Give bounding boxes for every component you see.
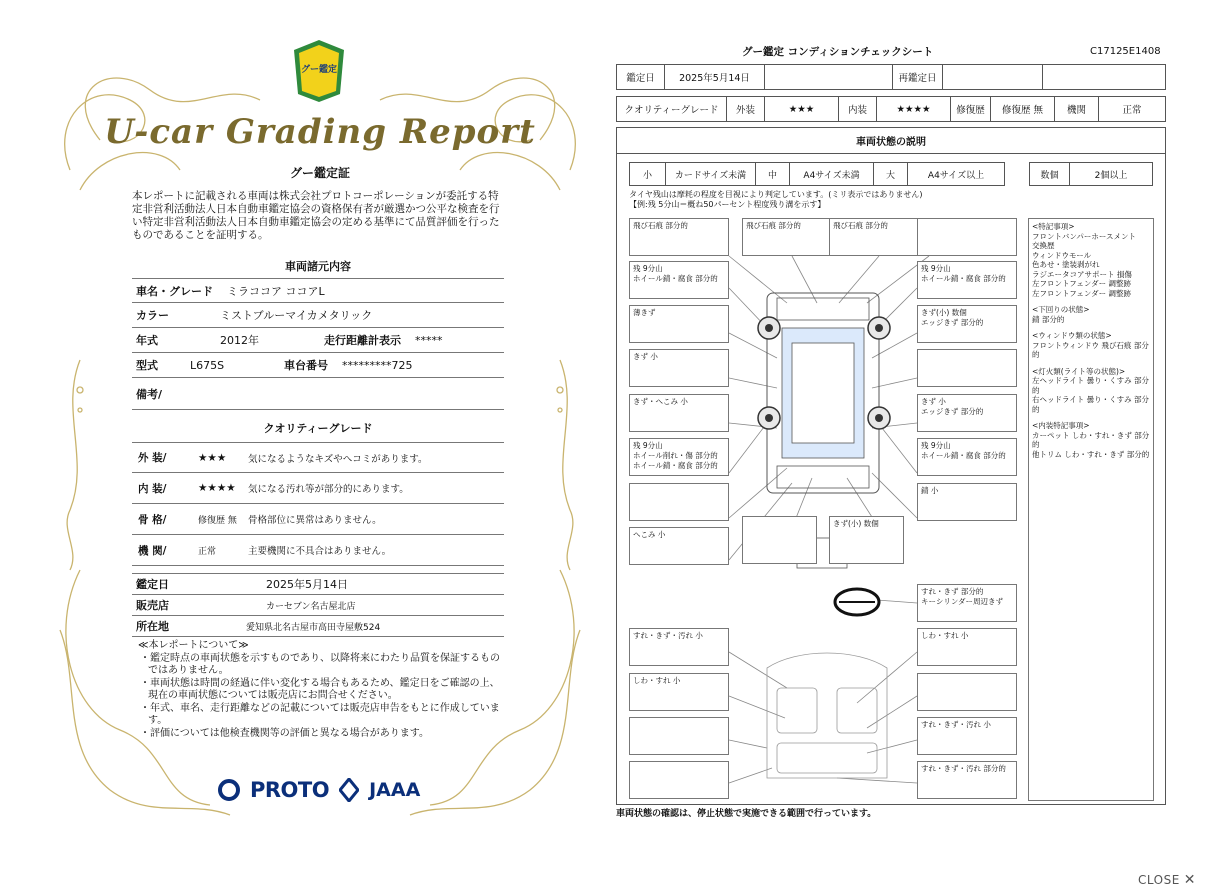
sheet-int-label: 内装 [839, 97, 877, 121]
sheet-code: C17125E1408 [1090, 46, 1161, 57]
address-row [132, 616, 504, 637]
spec-color-value: ミストブルーマイカメタリック [220, 309, 373, 322]
note-box-rear-left [742, 516, 817, 564]
vehicle-condition-panel [616, 127, 1166, 805]
address-value: 愛知県北名古屋市高田寺屋敷524 [246, 622, 381, 633]
spec-year-label: 年式 [136, 334, 158, 347]
script-title: U-car Grading Report [104, 112, 536, 152]
sheet-engine-value: 正常 [1122, 105, 1142, 116]
legend-small-desc: カードサイズ未満 [666, 163, 756, 185]
date-row [132, 573, 504, 595]
remarks-interior: <内装特記事項> カーペット しわ・すれ・きず 部分的 他トリム しわ・すれ・きず 部分的 [1032, 421, 1150, 459]
sheet-engine-label: 機関 [1055, 97, 1099, 121]
sheet-reappraisal-value [943, 65, 1043, 89]
note-box-front-right [917, 218, 1017, 256]
condition-check-sheet [612, 38, 1172, 828]
legend-large-desc: A4サイズ以上 [927, 170, 985, 181]
remarks-lights: <灯火類(ライト等の状態)> 左ヘッドライト 曇り・くすみ 部分的 右ヘッドライト 曇り・くすみ 部分的 [1032, 366, 1150, 414]
spec-section-title: 車両諸元内容 [285, 260, 351, 273]
spec-row-color [132, 303, 504, 328]
note-box-right-5: 残 9分山 ホイール錆・腐食 部分的 [917, 438, 1017, 476]
sheet-int-stars: ★★★★ [877, 97, 951, 121]
note-box-left-2: 薄きず [629, 305, 729, 343]
sheet-date-blank-2 [1043, 65, 1165, 89]
proto-logo-text: PROTO [250, 778, 330, 802]
quality-frame-desc: 骨格部位に異常はありません。 [248, 515, 382, 526]
tire-note-line-2: 【例:残 5分山＝概ね50パーセント程度残り溝を示す】 [629, 200, 826, 209]
spec-model-value: L675S [190, 358, 225, 372]
proto-logo-icon [218, 779, 240, 801]
note-box-interior-left-1: すれ・きず・汚れ 小 [629, 628, 729, 666]
quality-row-interior [132, 473, 504, 504]
quality-exterior-stars: ★★★ [198, 451, 227, 464]
note-box-right-1: 残 9分山 ホイール錆・腐食 部分的 [917, 261, 1017, 299]
note-box-interior-left-4 [629, 761, 729, 799]
note-item: ・車両状態は時間の経過に伴い変化する場合もあるため、鑑定日をご確認の上、現在の車両状態については販売店にお問合せください。 [140, 677, 500, 701]
brand-logos [218, 778, 420, 802]
certificate-title: グー鑑定証 [290, 166, 351, 180]
note-box-front-center-left: 飛び石痕 部分的 [742, 218, 842, 256]
legend-small: 小 [630, 163, 666, 185]
spec-row-year [132, 328, 504, 353]
quality-engine-label: 機 関/ [138, 544, 167, 557]
quality-interior-desc: 気になる汚れ等が部分的にあります。 [248, 484, 409, 495]
sheet-repair-value: 修復歴 無 [991, 97, 1055, 121]
note-box-left-6 [629, 483, 729, 521]
note-box-interior-right-4: すれ・きず・汚れ 部分的 [917, 761, 1017, 799]
date-label: 鑑定日 [136, 578, 169, 591]
spec-name-value: ミラココア ココアL [227, 284, 325, 298]
jaaa-logo-text: JAAA [369, 779, 421, 801]
legend-medium: 中 [756, 163, 790, 185]
shop-value: カーセブン名古屋北店 [266, 601, 356, 612]
grading-certificate [40, 30, 600, 830]
panel-title: 車両状態の説明 [617, 128, 1165, 154]
sheet-title: グー鑑定 コンディションチェックシート [742, 46, 934, 58]
legend-medium-desc: A4サイズ未満 [790, 163, 874, 185]
note-box-rear-right: きず(小) 数個 [829, 516, 904, 564]
quality-interior-stars: ★★★★ [198, 482, 236, 494]
spec-year-value: 2012年 [220, 334, 259, 347]
note-box-left-3: きず 小 [629, 349, 729, 387]
spec-row-name [132, 278, 504, 303]
spec-name-label: 車名・グレード [136, 284, 213, 298]
notes-title: ≪本レポートについて≫ [138, 640, 249, 651]
spec-remarks-label: 備考/ [136, 387, 163, 401]
sheet-repair-label: 修復歴 [951, 97, 991, 121]
note-box-interior-right-3: すれ・きず・汚れ 小 [917, 717, 1017, 755]
count-label: 数個 [1030, 163, 1070, 185]
note-box-left-7: へこみ 小 [629, 527, 729, 565]
sheet-date-row [616, 64, 1166, 90]
note-box-right-3 [917, 349, 1017, 387]
quality-row-engine [132, 535, 504, 566]
certificate-intro: 本レポートに記載される車両は株式会社プロトコーポレーションが委託する特定非営利活動法人日本自動車鑑定協会の資格保有者が厳選かつ公平な検査を行い特定非営利活動法人日本自動車鑑定協会の定める基準にて品質評価を行ったものであることを証明する。 [132, 190, 500, 241]
spec-model-label: 型式 [136, 359, 158, 372]
quality-row-exterior [132, 442, 504, 473]
sheet-date-value: 2025年5月14日 [665, 65, 765, 89]
remarks-special: <特記事項> フロントバンパーホースメント 交換歴 ウィンドウモール 色あせ・塗装剥がれ ラジエータコアサポート 損傷 左フロントフェンダー 調整跡 左フロントフェンダー 調整跡 [1032, 222, 1136, 298]
remarks-underbody: <下回りの状態> 錆 部分的 [1032, 305, 1090, 324]
quality-frame-value: 修復歴 無 [198, 515, 237, 526]
spec-chassis-value: *********725 [342, 358, 413, 372]
spec-row-remarks [132, 378, 504, 410]
note-box-right-6: 錆 小 [917, 483, 1017, 521]
date-value: 2025年5月14日 [266, 578, 348, 591]
spec-color-label: カラー [136, 309, 169, 322]
shop-row [132, 595, 504, 616]
badge-text: グー鑑定 [300, 65, 337, 75]
note-box-front-left: 飛び石痕 部分的 [629, 218, 729, 256]
spec-mileage-label: 走行距離計表示 [324, 334, 401, 347]
sheet-footer-note: 車両状態の確認は、停止状態で実施できる範囲で行っています。 [616, 809, 877, 819]
note-box-right-4: きず 小 エッジきず 部分的 [917, 394, 1017, 432]
note-item: ・評価については他検査機関等の評価と異なる場合があります。 [140, 727, 429, 739]
report-notes [138, 640, 508, 740]
note-box-interior-right-1: しわ・すれ 小 [917, 628, 1017, 666]
note-box-steering: すれ・きず 部分的 キーシリンダー周辺きず [917, 584, 1017, 622]
tire-note-line-1: タイヤ残山は摩耗の程度を目視により判定しています。(ミリ表示ではありません) [629, 190, 923, 199]
close-label: CLOSE [1138, 873, 1180, 886]
sheet-grade-label: クオリティーグレード [617, 97, 727, 121]
note-item: ・鑑定時点の車両状態を示すものであり、以降将来にわたり品質を保証するものではありません。 [140, 652, 500, 676]
note-box-interior-right-2 [917, 673, 1017, 711]
note-box-left-4: きず・へこみ 小 [629, 394, 729, 432]
sheet-reappraisal-label: 再鑑定日 [893, 65, 943, 89]
close-icon: ✕ [1183, 872, 1197, 886]
jaaa-logo-icon [339, 778, 359, 802]
remarks-windows: <ウィンドウ類の状態> フロントウィンドウ 飛び石痕 部分的 [1032, 331, 1149, 359]
note-box-interior-left-2: しわ・すれ 小 [629, 673, 729, 711]
note-box-left-1: 残 9分山 ホイール錆・腐食 部分的 [629, 261, 729, 299]
note-box-left-5: 残 9分山 ホイール削れ・傷 部分的 ホイール錆・腐食 部分的 [629, 438, 729, 476]
shop-label: 販売店 [136, 599, 169, 612]
quality-engine-desc: 主要機関に不具合はありません。 [248, 546, 392, 557]
legend-large: 大 [874, 163, 908, 185]
sheet-ext-stars: ★★★ [765, 97, 839, 121]
quality-engine-value: 正常 [198, 546, 217, 557]
sheet-date-label: 鑑定日 [617, 65, 665, 89]
spec-chassis-label: 車台番号 [284, 359, 328, 372]
spec-row-model [132, 353, 504, 378]
special-remarks [1028, 218, 1154, 801]
note-box-front-center-right: 飛び石痕 部分的 [829, 218, 929, 256]
quality-frame-label: 骨 格/ [138, 513, 167, 526]
count-value: 2個以上 [1094, 170, 1128, 181]
address-label: 所在地 [136, 620, 169, 633]
note-box-right-2: きず(小) 数個 エッジきず 部分的 [917, 305, 1017, 343]
note-box-interior-left-3 [629, 717, 729, 755]
quality-exterior-label: 外 装/ [138, 452, 167, 464]
sheet-ext-label: 外装 [727, 97, 765, 121]
note-item: ・年式、車名、走行距離などの記載については販売店申告をもとに作成しています。 [140, 702, 500, 726]
close-button[interactable] [1138, 872, 1196, 886]
sheet-grade-row [616, 96, 1166, 122]
spec-mileage-value: ***** [415, 333, 443, 347]
quality-row-frame [132, 504, 504, 535]
quality-section-title: クオリティーグレード [263, 422, 373, 435]
sheet-date-blank [765, 65, 893, 89]
quality-exterior-desc: 気になるようなキズやへコミがあります。 [248, 453, 428, 465]
quality-interior-label: 内 装/ [138, 482, 167, 495]
